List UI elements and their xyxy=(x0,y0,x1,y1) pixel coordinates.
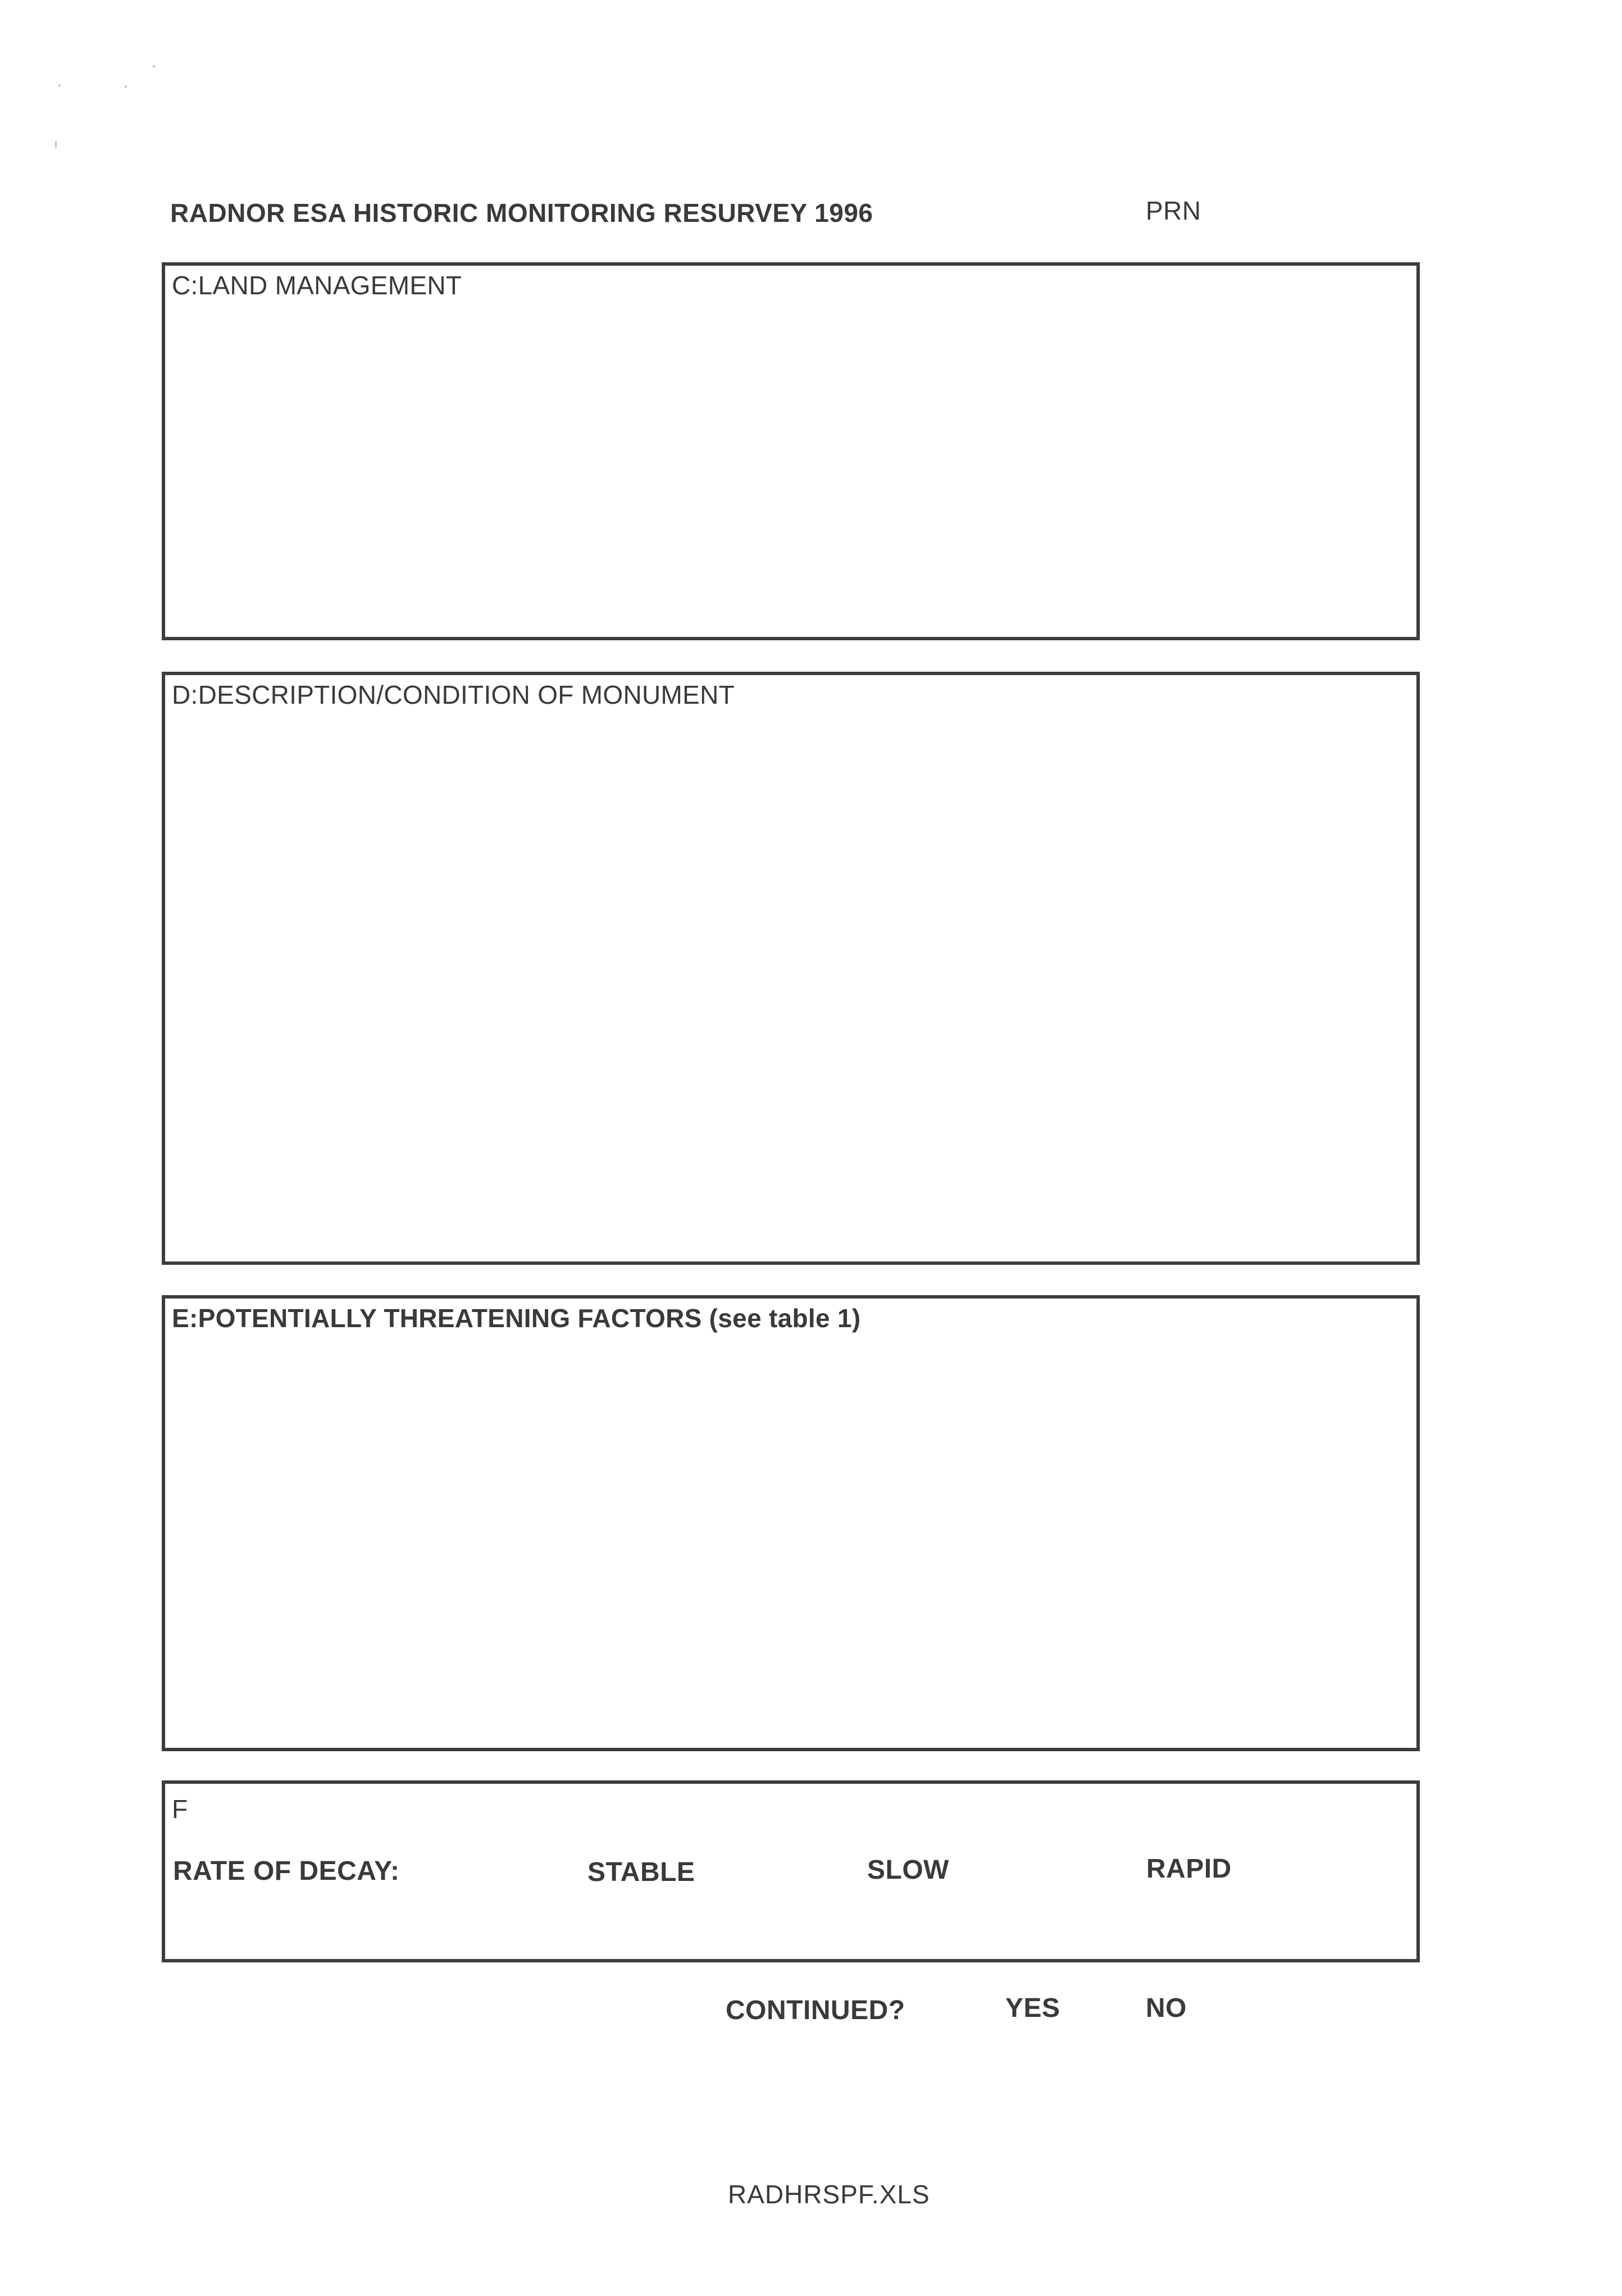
continued-no-option[interactable]: NO xyxy=(1146,1993,1187,2023)
scan-speck xyxy=(125,85,127,88)
rate-of-decay-box xyxy=(162,1780,1420,1962)
description-condition-label: D:DESCRIPTION/CONDITION OF MONUMENT xyxy=(172,680,735,709)
decay-option-stable[interactable]: STABLE xyxy=(587,1857,695,1887)
scan-speck xyxy=(58,84,61,86)
continued-label: CONTINUED? xyxy=(726,1996,905,2025)
land-management-box[interactable] xyxy=(162,262,1420,640)
decay-option-rapid[interactable]: RAPID xyxy=(1146,1854,1232,1884)
footer-filename: RADHRSPF.XLS xyxy=(728,2180,930,2209)
decay-option-slow[interactable]: SLOW xyxy=(867,1855,949,1885)
land-management-label: C:LAND MANAGEMENT xyxy=(172,271,462,300)
rate-of-decay-label: RATE OF DECAY: xyxy=(173,1856,400,1886)
threatening-factors-label: E:POTENTIALLY THREATENING FACTORS (see table 1) xyxy=(172,1304,861,1333)
description-condition-box[interactable] xyxy=(162,672,1420,1265)
prn-label: PRN xyxy=(1146,196,1201,225)
scan-speck xyxy=(153,65,155,67)
section-f-letter: F xyxy=(172,1794,188,1824)
threatening-factors-box[interactable] xyxy=(162,1295,1420,1751)
form-title: RADNOR ESA HISTORIC MONITORING RESURVEY 1996 xyxy=(170,198,873,227)
continued-yes-option[interactable]: YES xyxy=(1005,1993,1060,2023)
scan-speck xyxy=(55,140,57,148)
